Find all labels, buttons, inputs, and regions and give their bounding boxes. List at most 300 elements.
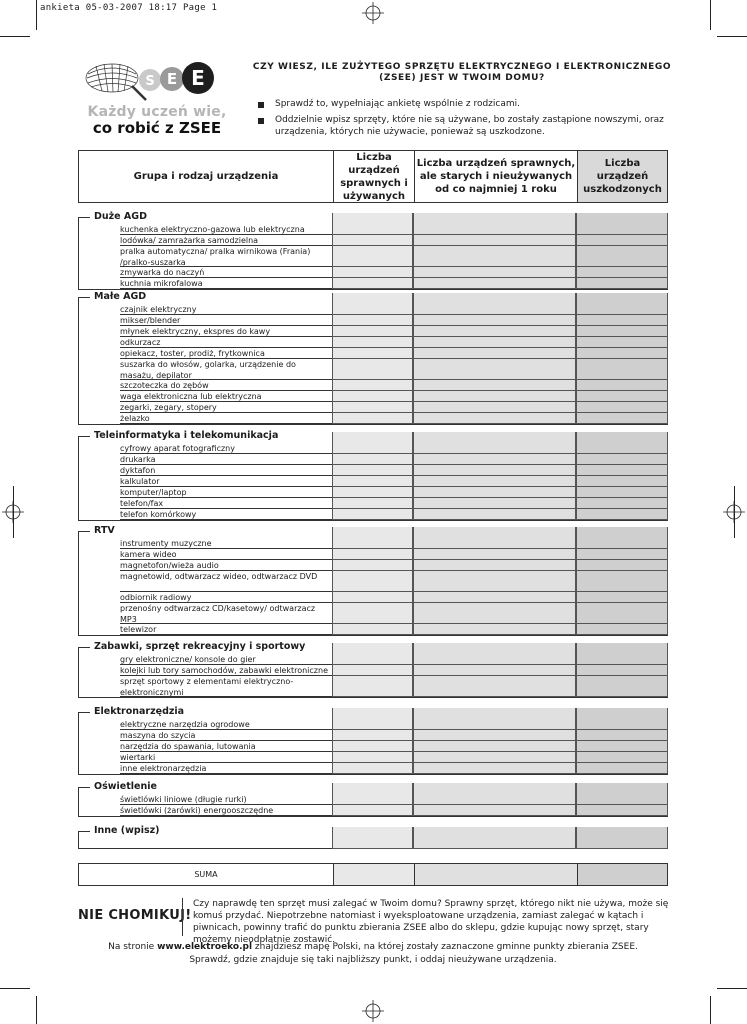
count-cell[interactable]: [413, 213, 576, 235]
crop-mark: [36, 996, 37, 1024]
instruction-text: Sprawdź to, wypełniając ankietę wspólnie z rodzicami.: [275, 99, 520, 109]
row-cells: [332, 827, 668, 849]
device-label: magnetofon/wieża audio: [120, 560, 332, 571]
slogan-line-2: co robić z ZSEE: [92, 119, 222, 137]
section-1: [78, 291, 668, 425]
section-6: [78, 781, 668, 817]
instruction-item: [258, 98, 678, 110]
row-cells: [332, 603, 668, 624]
count-cell[interactable]: [332, 246, 413, 267]
row-cells: [332, 665, 668, 676]
count-cell[interactable]: [413, 643, 576, 665]
table-row: [78, 643, 668, 665]
count-cell[interactable]: [576, 752, 668, 763]
count-cell[interactable]: [413, 560, 576, 571]
row-cells: [332, 402, 668, 413]
device-label: opiekacz, toster, prodiż, frytkownica: [120, 348, 332, 359]
table-row: [78, 293, 668, 315]
count-cell[interactable]: [413, 708, 576, 730]
table-row: [78, 603, 668, 624]
count-cell[interactable]: [332, 476, 413, 487]
row-cells: [332, 783, 668, 805]
row-cells: [332, 571, 668, 592]
row-cells: [332, 592, 668, 603]
count-cell[interactable]: [576, 827, 668, 849]
count-cell[interactable]: [332, 359, 413, 380]
count-cell[interactable]: [576, 708, 668, 730]
table-row: [78, 527, 668, 549]
count-cell[interactable]: [576, 741, 668, 752]
count-cell[interactable]: [332, 560, 413, 571]
count-cell[interactable]: [413, 509, 576, 520]
count-cell[interactable]: [332, 213, 413, 235]
sum-cell-working-used[interactable]: [333, 864, 414, 885]
row-cells: [332, 432, 668, 454]
section-title: Elektronarzędzia: [94, 706, 185, 717]
table-row: [78, 213, 668, 235]
crop-mark: [717, 988, 747, 989]
count-cell[interactable]: [332, 402, 413, 413]
table-row: [78, 592, 668, 603]
header-broken: Liczba urządzeń uszkodzonych: [577, 151, 667, 202]
table-header: [78, 150, 668, 203]
crop-mark: [0, 36, 30, 37]
device-label: odbiornik radiowy: [120, 592, 332, 603]
row-cells: [332, 676, 668, 697]
count-cell[interactable]: [576, 348, 668, 359]
count-cell[interactable]: [576, 465, 668, 476]
count-cell[interactable]: [413, 293, 576, 315]
device-label: świetlówki (żarówki) energooszczędne: [120, 805, 332, 816]
section-5: [78, 706, 668, 775]
count-cell[interactable]: [576, 527, 668, 549]
count-cell[interactable]: [413, 624, 576, 635]
count-cell[interactable]: [413, 827, 576, 849]
section-3: [78, 525, 668, 636]
count-cell[interactable]: [576, 246, 668, 267]
count-cell[interactable]: [576, 560, 668, 571]
device-label: kuchnia mikrofalowa: [120, 278, 332, 289]
crop-mark: [717, 36, 747, 37]
device-label: sprzęt sportowy z elementami elektryczno-elektronicznymi: [120, 676, 332, 697]
device-label: narzędzia do spawania, lutowania: [120, 741, 332, 752]
count-cell[interactable]: [576, 676, 668, 697]
count-cell[interactable]: [332, 380, 413, 391]
row-cells: [332, 509, 668, 520]
count-cell[interactable]: [413, 783, 576, 805]
count-cell[interactable]: [332, 315, 413, 326]
row-cells: [332, 213, 668, 235]
count-cell[interactable]: [332, 432, 413, 454]
count-cell[interactable]: [576, 278, 668, 289]
device-label: maszyna do szycia: [120, 730, 332, 741]
device-label: kamera wideo: [120, 549, 332, 560]
count-cell[interactable]: [332, 465, 413, 476]
table-row: [78, 267, 668, 278]
count-cell[interactable]: [332, 571, 413, 592]
row-cells: [332, 391, 668, 402]
row-cells: [332, 549, 668, 560]
header-working-used: Liczba urządzeń sprawnych i używanych: [333, 151, 414, 202]
site-rest: znajdziesz mapę Polski, na której zostały zaznaczone gminne punkty zbierania ZSEE.: [254, 942, 638, 952]
count-cell[interactable]: [332, 708, 413, 730]
count-cell[interactable]: [332, 527, 413, 549]
count-cell[interactable]: [413, 549, 576, 560]
count-cell[interactable]: [413, 235, 576, 246]
row-cells: [332, 708, 668, 730]
crop-mark: [13, 486, 14, 538]
count-cell[interactable]: [332, 665, 413, 676]
section-7: [78, 825, 668, 849]
count-cell[interactable]: [332, 763, 413, 774]
count-cell[interactable]: [332, 235, 413, 246]
count-cell[interactable]: [413, 730, 576, 741]
count-cell[interactable]: [332, 592, 413, 603]
count-cell[interactable]: [332, 293, 413, 315]
table-row: [78, 783, 668, 805]
row-cells: [332, 278, 668, 289]
device-label: instrumenty muzyczne: [120, 538, 332, 549]
count-cell[interactable]: [332, 337, 413, 348]
count-cell[interactable]: [413, 267, 576, 278]
row-cells: [332, 454, 668, 465]
site-link[interactable]: www.elektroeko.pl: [157, 942, 253, 952]
row-cells: [332, 337, 668, 348]
table-row: [78, 235, 668, 246]
device-label: kuchenka elektryczno-gazowa lub elektryczna: [120, 224, 332, 235]
table-row: [78, 624, 668, 635]
count-cell[interactable]: [576, 549, 668, 560]
footer-text: Czy naprawdę ten sprzęt musi zalegać w Twoim domu? Sprawny sprzęt, którego nikt nie używa, może się komuś przydać. Niepotrzebne natomiast i wyeksploatowane urządzenia, zamiast zalegać w kątach i piwnicach, powinny trafić do punktu zbierania ZSEE albo do sklepu, gdzie kupując nowy sprzęt, stary możemy nieodpłatnie zostawić.: [193, 899, 669, 945]
footer-title: NIE CHOMIKUJ!: [78, 908, 192, 923]
count-cell[interactable]: [576, 402, 668, 413]
count-cell[interactable]: [413, 337, 576, 348]
instructions-list: [258, 98, 678, 142]
table-row: [78, 246, 668, 267]
section-title: RTV: [94, 525, 115, 536]
device-label: pralka automatyczna/ pralka wirnikowa (Frania) /pralko-suszarka: [120, 246, 332, 267]
table-row: [78, 348, 668, 359]
row-cells: [332, 527, 668, 549]
count-cell[interactable]: [576, 235, 668, 246]
row-cells: [332, 741, 668, 752]
table-row: [78, 432, 668, 454]
count-cell[interactable]: [413, 359, 576, 380]
device-label: telefon komórkowy: [120, 509, 332, 520]
logo-letter: E: [166, 70, 178, 88]
device-label: czajnik elektryczny: [120, 304, 332, 315]
count-cell[interactable]: [576, 326, 668, 337]
logo-letter: S: [145, 74, 155, 89]
row-cells: [332, 413, 668, 424]
device-label: wiertarki: [120, 752, 332, 763]
table-row: [78, 805, 668, 816]
sum-row: [78, 863, 668, 886]
count-cell[interactable]: [413, 246, 576, 267]
table-row: [78, 676, 668, 697]
sum-cell-broken[interactable]: [577, 864, 667, 885]
count-cell[interactable]: [576, 413, 668, 424]
count-cell[interactable]: [413, 348, 576, 359]
table-row: [78, 741, 668, 752]
table-row: [78, 380, 668, 391]
device-label: komputer/laptop: [120, 487, 332, 498]
device-label: telefon/fax: [120, 498, 332, 509]
count-cell[interactable]: [576, 391, 668, 402]
device-label: lodówka/ zamrażarka samodzielna: [120, 235, 332, 246]
count-cell[interactable]: [576, 763, 668, 774]
section-title: Zabawki, sprzęt rekreacyjny i sportowy: [94, 641, 306, 652]
count-cell[interactable]: [576, 571, 668, 592]
count-cell[interactable]: [576, 293, 668, 315]
device-label: świetlówki liniowe (długie rurki): [120, 794, 332, 805]
row-cells: [332, 246, 668, 267]
count-cell[interactable]: [413, 326, 576, 337]
table-row: [78, 359, 668, 380]
count-cell[interactable]: [332, 413, 413, 424]
count-cell[interactable]: [576, 498, 668, 509]
device-label: zmywarka do naczyń: [120, 267, 332, 278]
count-cell[interactable]: [332, 454, 413, 465]
count-cell[interactable]: [332, 676, 413, 697]
section-0: [78, 211, 668, 290]
count-cell[interactable]: [413, 402, 576, 413]
count-cell[interactable]: [413, 741, 576, 752]
section-title: Małe AGD: [94, 291, 147, 302]
crop-mark: [0, 988, 30, 989]
device-label: drukarka: [120, 454, 332, 465]
device-label: kalkulator: [120, 476, 332, 487]
table-row: [78, 665, 668, 676]
count-cell[interactable]: [332, 827, 413, 849]
row-cells: [332, 465, 668, 476]
table-row: [78, 549, 668, 560]
table-row: [78, 708, 668, 730]
device-label: odkurzacz: [120, 337, 332, 348]
footer-divider: [182, 898, 183, 936]
instruction-text: Oddzielnie wpisz sprzęty, które nie są używane, bo zostały zastąpione nowszymi, oraz urządzenia, których nie używacie, ponieważ są uszkodzone.: [275, 115, 664, 137]
registration-mark-icon: [362, 2, 384, 24]
count-cell[interactable]: [332, 752, 413, 763]
row-cells: [332, 643, 668, 665]
count-cell[interactable]: [332, 730, 413, 741]
section-title: Oświetlenie: [94, 781, 157, 792]
table-row: [78, 326, 668, 337]
device-label: waga elektroniczna lub elektryczna: [120, 391, 332, 402]
table-row: [78, 509, 668, 520]
count-cell[interactable]: [332, 278, 413, 289]
count-cell[interactable]: [413, 752, 576, 763]
count-cell[interactable]: [576, 643, 668, 665]
device-label: szczoteczka do zębów: [120, 380, 332, 391]
sum-label: SUMA: [194, 870, 218, 879]
print-header: ankieta 05-03-2007 18:17 Page 1: [40, 3, 218, 13]
count-cell[interactable]: [413, 380, 576, 391]
section-2: [78, 430, 668, 521]
device-label: suszarka do włosów, golarka, urządzenie do masażu, depilator: [120, 359, 332, 380]
row-cells: [332, 487, 668, 498]
device-label: dyktafon: [120, 465, 332, 476]
count-cell[interactable]: [576, 805, 668, 816]
count-cell[interactable]: [413, 391, 576, 402]
device-label: mikser/blender: [120, 315, 332, 326]
row-cells: [332, 763, 668, 774]
device-label: cyfrowy aparat fotograficzny: [120, 443, 332, 454]
count-cell[interactable]: [576, 509, 668, 520]
table-row: [78, 476, 668, 487]
sum-cell-working-unused[interactable]: [414, 864, 577, 885]
row-cells: [332, 730, 668, 741]
crop-mark: [36, 0, 37, 30]
count-cell[interactable]: [332, 509, 413, 520]
table-row: [78, 413, 668, 424]
count-cell[interactable]: [332, 805, 413, 816]
count-cell[interactable]: [332, 487, 413, 498]
count-cell[interactable]: [413, 465, 576, 476]
count-cell[interactable]: [332, 783, 413, 805]
footer-site-line: [78, 941, 668, 954]
count-cell[interactable]: [576, 432, 668, 454]
count-cell[interactable]: [576, 337, 668, 348]
count-cell[interactable]: [576, 624, 668, 635]
count-cell[interactable]: [332, 326, 413, 337]
row-cells: [332, 624, 668, 635]
row-cells: [332, 359, 668, 380]
row-cells: [332, 805, 668, 816]
section-title: Inne (wpisz): [94, 825, 160, 836]
count-cell[interactable]: [332, 267, 413, 278]
table-row: [78, 730, 668, 741]
count-cell[interactable]: [576, 380, 668, 391]
header-working-unused: Liczba urządzeń sprawnych, ale starych i nieużywanych od co najmniej 1 roku: [414, 151, 577, 202]
count-cell[interactable]: [332, 348, 413, 359]
row-cells: [332, 267, 668, 278]
table-row: [78, 752, 668, 763]
table-row: [78, 402, 668, 413]
count-cell[interactable]: [332, 549, 413, 560]
bullet-square-icon: [258, 102, 264, 108]
table-row: [78, 391, 668, 402]
count-cell[interactable]: [413, 476, 576, 487]
count-cell[interactable]: [576, 592, 668, 603]
device-label: młynek elektryczny, ekspres do kawy: [120, 326, 332, 337]
count-cell[interactable]: [413, 571, 576, 592]
row-cells: [332, 326, 668, 337]
table-row: [78, 560, 668, 571]
count-cell[interactable]: [413, 487, 576, 498]
device-label: przenośny odtwarzacz CD/kasetowy/ odtwarzacz MP3: [120, 603, 332, 624]
count-cell[interactable]: [332, 643, 413, 665]
logo-slogan: [82, 104, 232, 137]
count-cell[interactable]: [576, 487, 668, 498]
slogan-line-1: Każdy uczeń wie,: [87, 104, 227, 120]
device-label: żelazko: [120, 413, 332, 424]
table-row: [78, 827, 668, 849]
count-cell[interactable]: [413, 498, 576, 509]
row-cells: [332, 348, 668, 359]
count-cell[interactable]: [576, 783, 668, 805]
count-cell[interactable]: [576, 454, 668, 465]
instruction-item: [258, 114, 678, 138]
site-prefix: Na stronie: [108, 942, 155, 952]
table-row: [78, 465, 668, 476]
device-label: gry elektroniczne/ konsole do gier: [120, 654, 332, 665]
row-cells: [332, 752, 668, 763]
count-cell[interactable]: [576, 315, 668, 326]
count-cell[interactable]: [332, 603, 413, 624]
count-cell[interactable]: [576, 665, 668, 676]
count-cell[interactable]: [413, 592, 576, 603]
count-cell[interactable]: [413, 805, 576, 816]
survey-question: CZY WIESZ, ILE ZUŻYTEGO SPRZĘTU ELEKTRYCZNEGO I ELEKTRONICZNEGO (ZSEE) JEST W TWOIM DOMU?: [252, 62, 672, 83]
crop-mark: [710, 0, 711, 30]
row-cells: [332, 380, 668, 391]
count-cell[interactable]: [576, 730, 668, 741]
registration-mark-icon: [362, 1000, 384, 1022]
row-cells: [332, 315, 668, 326]
count-cell[interactable]: [576, 267, 668, 278]
count-cell[interactable]: [413, 413, 576, 424]
count-cell[interactable]: [332, 498, 413, 509]
footer-site-line-2: Sprawdź, gdzie znajduje się taki najbliższy punkt, i oddaj nieużywane urządzenia.: [189, 954, 557, 965]
device-label: inne elektronarzędzia: [120, 763, 332, 774]
table-row: [78, 315, 668, 326]
row-cells: [332, 476, 668, 487]
row-cells: [332, 293, 668, 315]
logo-letter: E: [191, 66, 205, 90]
count-cell[interactable]: [413, 527, 576, 549]
footer-site-info: [78, 941, 668, 966]
crop-mark: [734, 486, 735, 538]
count-cell[interactable]: [413, 676, 576, 697]
table-row: [78, 337, 668, 348]
table-row: [78, 278, 668, 289]
device-label: elektryczne narzędzia ogrodowe: [120, 719, 332, 730]
count-cell[interactable]: [413, 763, 576, 774]
device-label: kolejki lub tory samochodów, zabawki elektroniczne: [120, 665, 332, 676]
count-cell[interactable]: [332, 391, 413, 402]
bullet-square-icon: [258, 118, 264, 124]
section-title: Teleinformatyka i telekomunikacja: [94, 430, 279, 441]
table-row: [78, 487, 668, 498]
header-group: Grupa i rodzaj urządzenia: [133, 171, 279, 182]
section-4: [78, 641, 668, 698]
count-cell[interactable]: [576, 213, 668, 235]
row-cells: [332, 498, 668, 509]
count-cell[interactable]: [576, 476, 668, 487]
table-row: [78, 498, 668, 509]
count-cell[interactable]: [332, 624, 413, 635]
table-row: [78, 454, 668, 465]
count-cell[interactable]: [413, 665, 576, 676]
count-cell[interactable]: [413, 432, 576, 454]
device-label: zegarki, zegary, stopery: [120, 402, 332, 413]
count-cell[interactable]: [332, 741, 413, 752]
count-cell[interactable]: [413, 603, 576, 624]
table-row: [78, 571, 668, 592]
row-cells: [332, 560, 668, 571]
count-cell[interactable]: [576, 359, 668, 380]
section-title: Duże AGD: [94, 211, 147, 222]
row-cells: [332, 235, 668, 246]
count-cell[interactable]: [413, 278, 576, 289]
count-cell[interactable]: [413, 454, 576, 465]
count-cell[interactable]: [413, 315, 576, 326]
crop-mark: [710, 996, 711, 1024]
device-label: magnetowid, odtwarzacz wideo, odtwarzacz DVD: [120, 571, 332, 592]
count-cell[interactable]: [576, 603, 668, 624]
device-label: telewizor: [120, 624, 332, 635]
